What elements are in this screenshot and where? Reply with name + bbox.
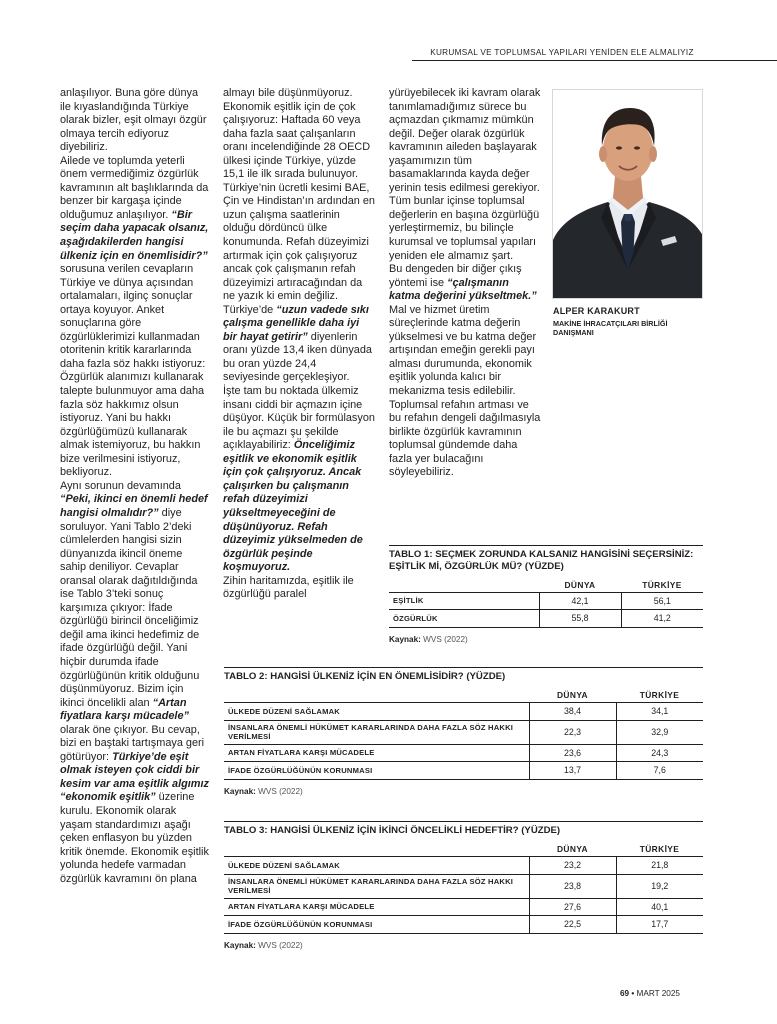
- cell-turkey: 24,3: [616, 744, 703, 762]
- paragraph-text: olarak öne çıkıyor. Bu cevap, bizi en baştaki tartışmaya geri götürüyor:: [60, 723, 205, 763]
- paragraph: [223, 87, 375, 385]
- paragraph: [60, 87, 210, 155]
- paragraph-text: Bu dengeden bir diğer çıkış yöntemi ise: [389, 263, 522, 289]
- row-label: ÜLKEDE DÜZENİ SAĞLAMAK: [224, 703, 529, 721]
- column-header-world: DÜNYA: [564, 579, 596, 590]
- paragraph: [389, 87, 541, 263]
- quote-text: “Bir seçim daha yapacak olsanız, aşağıdakilerden hangisi ülkeniz için en önemlisidir?”: [60, 208, 209, 262]
- table-row: [224, 874, 703, 898]
- column-header-world: DÜNYA: [556, 690, 588, 701]
- author-title: MAKİNE İHRACATÇILARI BİRLİĞİ DANIŞMANI: [553, 319, 668, 337]
- table-header-row: [224, 843, 703, 857]
- source-label: Kaynak:: [224, 786, 256, 796]
- quote-text: “Artan fiyatlara karşı mücadele”: [60, 696, 189, 723]
- cell-world: 23,8: [529, 874, 616, 898]
- table-header-row: [224, 689, 703, 703]
- column-header-turkey: TÜRKİYE: [639, 844, 680, 855]
- table-header-row: [389, 578, 703, 592]
- paragraph-text: almayı bile düşünmüyoruz. Ekonomik eşitlik için de çok çalışıyoruz: Haftada 60 veya daha fazla saat çalışanların oranı incelendiğinde 28 OECD ülkesi içinde Türkiye, yüzde 15,1 ile ilk sırada bulunuyor. Türkiye’nin ücretli kesimi BAE, Çin ve Hindistan’ın ardından en uzun çalışma saatlerinin olduğu dördüncü ülke konumunda. Refah düzeyimizi artırmak için çok çalışıyoruz ancak çok çalışmanın refah düzeyimizi artıracağından da ne yazık ki emin değiliz. Türkiye’de: [223, 87, 375, 316]
- text-column-3: [389, 87, 541, 480]
- text-column-2: [223, 87, 375, 602]
- cell-turkey: 41,2: [621, 610, 703, 628]
- section-header: KURUMSAL VE TOPLUMSAL YAPILARI YENİDEN ELE ALMALIYIZ: [430, 48, 694, 57]
- paragraph-text: İşte tam bu noktada ülkemiz insanı ciddi bir açmazın içine düşüyor. Küçük bir formülasyon ile bu açmazı şu şekilde açıklayabiliriz:: [223, 385, 375, 452]
- header-spacer: [224, 689, 529, 703]
- cell-world: 22,3: [529, 720, 616, 744]
- cell-world: 55,8: [539, 610, 621, 628]
- row-label: İNSANLARA ÖNEMLİ HÜKÜMET KARARLARINDA DAHA FAZLA SÖZ HAKKI VERİLMESİ: [224, 720, 529, 744]
- cell-turkey: 17,7: [616, 916, 703, 934]
- paragraph: [60, 480, 210, 886]
- table-1: [389, 545, 703, 644]
- table-row: [224, 744, 703, 762]
- source-value: WVS (2022): [258, 940, 303, 950]
- table-title: TABLO 3: HANGİSİ ÜLKENİZ İÇİN İKİNCİ ÖNCELİKLİ HEDEFTİR? (YÜZDE): [224, 821, 703, 837]
- author-portrait-illustration: [553, 90, 703, 299]
- cell-world: 22,5: [529, 916, 616, 934]
- table-row: [224, 916, 703, 934]
- issue-date: MART 2025: [636, 989, 680, 998]
- page-number: 69: [620, 989, 630, 998]
- quote-text: “çalışmanın katma değerini yükseltmek.”: [389, 276, 537, 303]
- paragraph-text: sorusuna verilen cevapların Türkiye ve dünya açısından ortalamaları, ilginç sonuçlar ortaya koyuyor. Anket sonuçlarına göre özgürlüklerimizi kullanmadan otoritenin kritik kararlarında daha fazla söz hakkı istiyoruz: Özgürlük alanımızı kullanarak talepte bulunmuyor ama daha fazla söz hakkımız olsun istiyoruz. Yani bu hakkı özgürlüğümüzü kullanarak almak istemiyoruz, bu hakkın bize verilmesini istiyoruz, bekliyoruz.: [60, 263, 206, 479]
- text-column-1: [60, 87, 210, 886]
- paragraph-text: Mal ve hizmet üretim süreçlerinde katma değerin yükselmesi ve bu katma değer artışından emeğin gerekli payı alması durumunda, ekonomik eşitlik yolunda kalıcı bir mekanizma tesis edilebilir. Toplumsal refahın artması ve bu refahın dengeli dağılmasıyla birlikte özgürlük kavramının toplumsal gündemde daha fazla yer bulacağını söyleyebiliriz.: [389, 303, 541, 479]
- cell-turkey: 40,1: [616, 898, 703, 916]
- quote-text: Türkiye’de eşit olmak isteyen çok ciddi bir kesim var ama eşitlik algımız “ekonomik eşitlik”: [60, 750, 209, 804]
- cell-turkey: 34,1: [616, 703, 703, 721]
- paragraph: [223, 575, 375, 602]
- paragraph: [389, 263, 541, 480]
- page-footer: [620, 989, 680, 998]
- table-source: [224, 941, 703, 950]
- header-spacer: [389, 578, 539, 592]
- paragraph: [60, 155, 210, 480]
- row-label: EŞİTLİK: [389, 592, 539, 610]
- quote-text: “Peki, ikinci en önemli hedef hangisi olmalıdır?”: [60, 493, 208, 519]
- cell-world: 42,1: [539, 592, 621, 610]
- paragraph-text: anlaşılıyor. Buna göre dünya ile kıyaslandığında Türkiye olarak bizler, eşit olmayı özgür olmaya tercih ediyoruz diyebiliriz.: [60, 87, 207, 154]
- paragraph-text: üzerine kurulu. Ekonomik olarak yaşam standardımızı aşağı çeken enflasyon bu yüzden kritik önemde. Ekonomik eşitlik yolunda hedefe varmadan özgürlük kavramını ön plana: [60, 791, 209, 885]
- table-row: [389, 592, 703, 610]
- table-row: [224, 720, 703, 744]
- paragraph-text: yürüyebilecek iki kavram olarak tanımlamadığımız sürece bu açmazdan çıkmamız mümkün değil. Değer olarak özgürlük kavramının aileden başlayarak yaşamımızın tüm basamaklarında kayda değer yerinin tesis edilmesi gerekiyor. Tüm bunlar içinse toplumsal değerlerin en başına özgürlüğü yerleştirmemiz, bu bilinçle kurumsal ve toplumsal yapıları yeniden ele almamız şart.: [389, 87, 541, 262]
- table-row: [224, 762, 703, 780]
- paragraph-text: Ailede ve toplumda yeterli önem vermediğimiz özgürlük kavramının alt başlıklarında da benzer bir kargaşa içinde olduğumuz anlaşılıyor.: [60, 154, 209, 221]
- table-title: TABLO 2: HANGİSİ ÜLKENİZ İÇİN EN ÖNEMLİSİDİR? (YÜZDE): [224, 667, 703, 683]
- paragraph-text: diye soruluyor. Yani Tablo 2’deki cümlelerden hangisi sizin dünyanızda ikincil öneme sahip deniliyor. Cevaplar oransal olarak dağıtıldığında ise Tablo 3’teki sonuç karşımıza çıkıyor: İfade özgürlüğü birincil önceliğimiz değil ama ikinci hedefimiz de ifade özgürlüğü değil. Yani hiçbir durumda ifade özgürlüğünün kritik olduğunu düşünmüyoruz. Bizim için ikinci öncelikli alan: [60, 506, 200, 709]
- author-name: ALPER KARAKURT: [553, 306, 640, 316]
- column-header-turkey: TÜRKİYE: [642, 579, 682, 590]
- cell-world: 23,6: [529, 744, 616, 762]
- row-label: ARTAN FİYATLARA KARŞI MÜCADELE: [224, 898, 529, 916]
- cell-turkey: 56,1: [621, 592, 703, 610]
- table-source: [389, 635, 703, 644]
- table-source: [224, 787, 703, 796]
- cell-world: 27,6: [529, 898, 616, 916]
- cell-turkey: 32,9: [616, 720, 703, 744]
- header-rule: [412, 60, 777, 61]
- table-2: [224, 667, 703, 796]
- paragraph: [223, 385, 375, 575]
- data-table: [224, 689, 703, 780]
- source-label: Kaynak:: [389, 634, 421, 644]
- cell-world: 38,4: [529, 703, 616, 721]
- paragraph-text: Zihin haritamızda, eşitlik ile özgürlüğü paralel: [223, 574, 354, 601]
- column-header-world: DÜNYA: [556, 844, 588, 855]
- table-3: [224, 821, 703, 950]
- source-value: WVS (2022): [423, 634, 468, 644]
- cell-turkey: 7,6: [616, 762, 703, 780]
- paragraph-text: diyenlerin oranı yüzde 13,4 iken dünyada bu oran yüzde 24,4 seviyesinde gerçekleşiyor.: [223, 330, 372, 384]
- quote-text: “uzun vadede sıkı çalışma genellikle daha iyi bir hayat getirir”: [223, 303, 369, 343]
- table-title: TABLO 1: SEÇMEK ZORUNDA KALSANIZ HANGİSİNİ SEÇERSİNİZ: EŞİTLİK Mİ, ÖZGÜRLÜK MÜ? (YÜZDE): [389, 545, 703, 572]
- data-table: [389, 578, 703, 628]
- table-row: [224, 857, 703, 875]
- row-label: ÖZGÜRLÜK: [389, 610, 539, 628]
- author-photo: [552, 89, 703, 299]
- paragraph-text: Aynı sorunun devamında: [60, 479, 181, 492]
- footer-separator: •: [631, 989, 635, 998]
- source-label: Kaynak:: [224, 940, 256, 950]
- row-label: İFADE ÖZGÜRLÜĞÜNÜN KORUNMASI: [224, 762, 529, 780]
- cell-turkey: 19,2: [616, 874, 703, 898]
- header-spacer: [224, 843, 529, 857]
- data-table: [224, 843, 703, 934]
- row-label: ÜLKEDE DÜZENİ SAĞLAMAK: [224, 857, 529, 875]
- row-label: İFADE ÖZGÜRLÜĞÜNÜN KORUNMASI: [224, 916, 529, 934]
- row-label: İNSANLARA ÖNEMLİ HÜKÜMET KARARLARINDA DAHA FAZLA SÖZ HAKKI VERİLMESİ: [224, 874, 529, 898]
- row-label: ARTAN FİYATLARA KARŞI MÜCADELE: [224, 744, 529, 762]
- cell-turkey: 21,8: [616, 857, 703, 875]
- table-row: [389, 610, 703, 628]
- cell-world: 13,7: [529, 762, 616, 780]
- table-row: [224, 703, 703, 721]
- cell-world: 23,2: [529, 857, 616, 875]
- source-value: WVS (2022): [258, 786, 303, 796]
- column-header-turkey: TÜRKİYE: [639, 690, 680, 701]
- quote-text: Önceliğimiz eşitlik ve ekonomik eşitlik için çok çalışıyoruz. Ancak çalışırken bu çalışmanın refah düzeyimizi yükseltmeyeceğini de düşünüyoruz. Refah düzeyimiz yükselmeden de özgürlük peşinde koşmuyoruz.: [223, 439, 363, 574]
- table-row: [224, 898, 703, 916]
